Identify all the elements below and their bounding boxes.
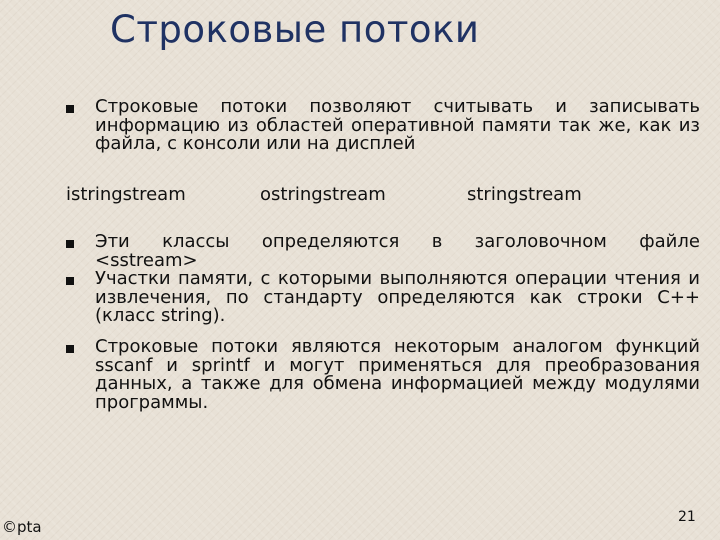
bullet-memory-areas [66, 270, 700, 326]
bullet-marker [66, 277, 74, 285]
word: в [431, 231, 443, 252]
word: классы [162, 231, 230, 252]
word: заголовочном [474, 231, 607, 252]
bullet-header-file [66, 233, 700, 270]
bullet-intro [66, 98, 700, 154]
slide-title: Строковые потоки [110, 8, 480, 51]
class-name-ostringstream: ostringstream [260, 184, 386, 205]
class-name-istringstream: istringstream [66, 184, 186, 205]
bullet-marker [66, 240, 74, 248]
bullet-analog-text: Строковые потоки являются некоторым аналогом функций sscanf и sprintf и могут применяться для преобразования данных, а также для обмена информацией между модулями программы. [95, 336, 700, 413]
copyright-note: ©pta [2, 518, 42, 536]
bullet-intro-text: Строковые потоки позволяют считывать и записывать информацию из областей оперативной памяти так же, как из файла, с консоли или на дисплей [95, 96, 700, 154]
bullet-memory-areas-text: Участки памяти, с которыми выполняются операции чтения и извлечения, по стандарту определяются как строки C++ (класс string). [95, 268, 700, 326]
bullet-marker [66, 345, 74, 353]
word: файле [639, 231, 700, 252]
page-number: 21 [678, 509, 696, 525]
bullet-analog [66, 338, 700, 412]
word: Эти [95, 231, 130, 252]
word: определяются [261, 231, 400, 252]
bullet-header-file-line [95, 233, 700, 252]
bullet-header-file-text [95, 233, 700, 270]
bullet-marker [66, 105, 74, 113]
class-name-stringstream: stringstream [467, 184, 582, 205]
header-name: <sstream> [95, 249, 198, 271]
